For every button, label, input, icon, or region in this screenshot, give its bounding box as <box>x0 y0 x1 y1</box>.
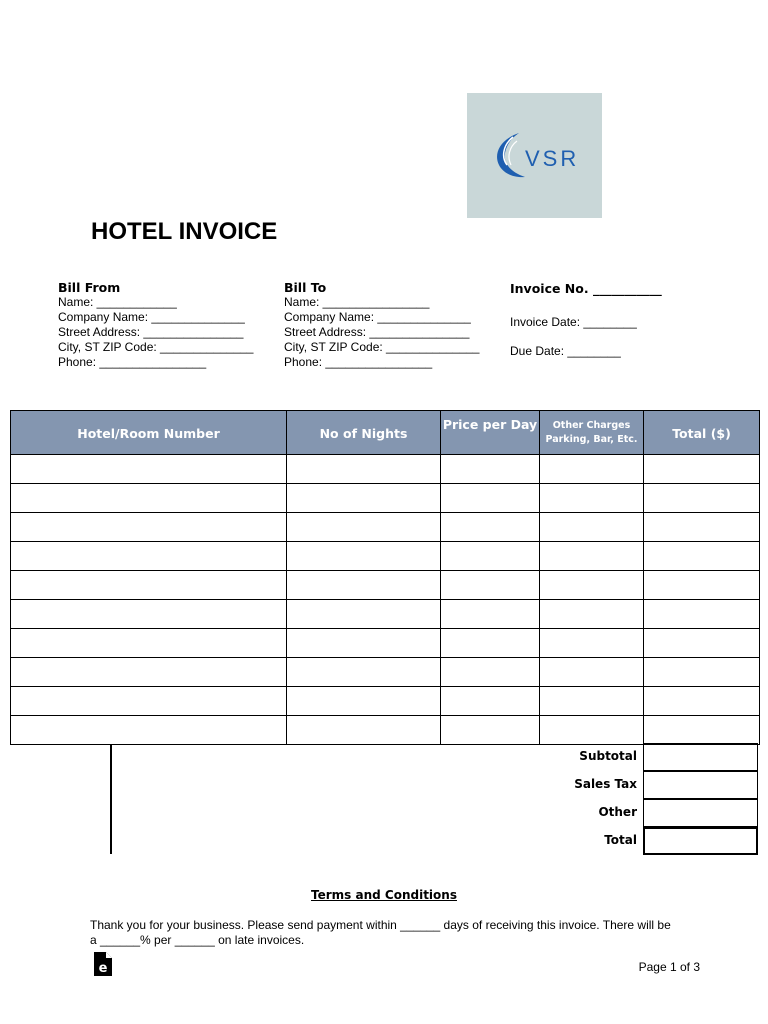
price-cell[interactable] <box>441 455 540 484</box>
other-charges-cell[interactable] <box>540 716 644 745</box>
terms-text: Thank you for your business. Please send payment within ______ days of receiving this invoice. There will be a ______% per ______ on late invoices. <box>90 918 671 947</box>
room-cell[interactable] <box>11 658 287 687</box>
price-cell[interactable] <box>441 716 540 745</box>
room-cell[interactable] <box>11 716 287 745</box>
other-field[interactable] <box>643 799 758 827</box>
table-row <box>11 658 760 687</box>
room-cell[interactable] <box>11 542 287 571</box>
room-cell[interactable] <box>11 513 287 542</box>
bill-to-city-field[interactable]: City, ST ZIP Code: ______________ <box>284 340 480 354</box>
bill-from-company-field[interactable]: Company Name: ______________ <box>58 310 245 324</box>
nights-cell[interactable] <box>287 484 441 513</box>
bill-to-section <box>284 280 479 370</box>
room-cell[interactable] <box>11 687 287 716</box>
col-header-total: Total ($) <box>644 411 760 455</box>
col-header-room: Hotel/Room Number <box>11 411 287 455</box>
col-header-price: Price per Day <box>441 411 540 455</box>
page-number: Page 1 of 3 <box>638 960 700 974</box>
total-cell[interactable] <box>644 600 760 629</box>
table-row <box>11 484 760 513</box>
vsr-swirl-icon <box>489 131 529 181</box>
other-charges-cell[interactable] <box>540 571 644 600</box>
price-cell[interactable] <box>441 600 540 629</box>
table-row <box>11 542 760 571</box>
nights-cell[interactable] <box>287 658 441 687</box>
total-cell[interactable] <box>644 484 760 513</box>
total-label: Total <box>604 833 637 847</box>
table-row <box>11 600 760 629</box>
col-header-nights: No of Nights <box>287 411 441 455</box>
table-row <box>11 513 760 542</box>
other-charges-cell[interactable] <box>540 455 644 484</box>
room-cell[interactable] <box>11 484 287 513</box>
subtotal-label: Subtotal <box>579 749 637 763</box>
col-header-other: Other Charges Parking, Bar, Etc. <box>540 411 644 455</box>
table-row <box>11 687 760 716</box>
price-cell[interactable] <box>441 629 540 658</box>
terms-heading: Terms and Conditions <box>311 888 457 902</box>
document-icon <box>94 952 112 976</box>
nights-cell[interactable] <box>287 600 441 629</box>
other-charges-cell[interactable] <box>540 658 644 687</box>
total-field[interactable] <box>643 827 758 855</box>
table-row <box>11 716 760 745</box>
invoice-title: HOTEL INVOICE <box>91 218 278 245</box>
other-charges-cell[interactable] <box>540 484 644 513</box>
total-cell[interactable] <box>644 513 760 542</box>
nights-cell[interactable] <box>287 687 441 716</box>
total-cell[interactable] <box>644 658 760 687</box>
room-cell[interactable] <box>11 600 287 629</box>
room-cell[interactable] <box>11 629 287 658</box>
total-cell[interactable] <box>644 629 760 658</box>
table-row <box>11 455 760 484</box>
bill-from-section <box>58 280 253 370</box>
nights-cell[interactable] <box>287 629 441 658</box>
bill-to-name-field[interactable]: Name: ________________ <box>284 295 430 309</box>
company-logo <box>467 93 602 218</box>
invoice-number-field[interactable]: Invoice No. ___________ <box>510 281 662 296</box>
table-header-row <box>11 411 760 455</box>
room-cell[interactable] <box>11 571 287 600</box>
logo-text: VSR <box>525 146 580 171</box>
nights-cell[interactable] <box>287 455 441 484</box>
price-cell[interactable] <box>441 484 540 513</box>
price-cell[interactable] <box>441 687 540 716</box>
total-cell[interactable] <box>644 571 760 600</box>
nights-cell[interactable] <box>287 513 441 542</box>
price-cell[interactable] <box>441 542 540 571</box>
total-cell[interactable] <box>644 542 760 571</box>
other-charges-cell[interactable] <box>540 600 644 629</box>
svg-text:e: e <box>98 961 108 976</box>
price-cell[interactable] <box>441 658 540 687</box>
col-header-other-sub: Parking, Bar, Etc. <box>545 433 638 445</box>
totals-divider <box>110 744 112 854</box>
bill-to-phone-field[interactable]: Phone: ________________ <box>284 355 433 369</box>
price-cell[interactable] <box>441 571 540 600</box>
sales-tax-field[interactable] <box>643 771 758 799</box>
sales-tax-label: Sales Tax <box>574 777 637 791</box>
bill-to-street-field[interactable]: Street Address: _______________ <box>284 325 470 339</box>
bill-from-street-field[interactable]: Street Address: _______________ <box>58 325 244 339</box>
bill-from-city-field[interactable]: City, ST ZIP Code: ______________ <box>58 340 254 354</box>
total-cell[interactable] <box>644 687 760 716</box>
bill-from-phone-field[interactable]: Phone: ________________ <box>58 355 207 369</box>
invoice-items-table <box>10 410 760 745</box>
other-label: Other <box>598 805 637 819</box>
bill-from-name-field[interactable]: Name: ____________ <box>58 295 177 309</box>
nights-cell[interactable] <box>287 542 441 571</box>
total-cell[interactable] <box>644 455 760 484</box>
nights-cell[interactable] <box>287 571 441 600</box>
table-row <box>11 571 760 600</box>
nights-cell[interactable] <box>287 716 441 745</box>
due-date-field[interactable]: Due Date: ________ <box>510 344 621 358</box>
total-cell[interactable] <box>644 716 760 745</box>
table-row <box>11 629 760 658</box>
other-charges-cell[interactable] <box>540 513 644 542</box>
invoice-date-field[interactable]: Invoice Date: ________ <box>510 315 637 329</box>
other-charges-cell[interactable] <box>540 629 644 658</box>
bill-from-heading: Bill From <box>58 280 121 295</box>
bill-to-company-field[interactable]: Company Name: ______________ <box>284 310 471 324</box>
subtotal-field[interactable] <box>643 743 758 771</box>
bill-to-heading: Bill To <box>284 280 327 295</box>
price-cell[interactable] <box>441 513 540 542</box>
room-cell[interactable] <box>11 455 287 484</box>
other-charges-cell[interactable] <box>540 687 644 716</box>
other-charges-cell[interactable] <box>540 542 644 571</box>
